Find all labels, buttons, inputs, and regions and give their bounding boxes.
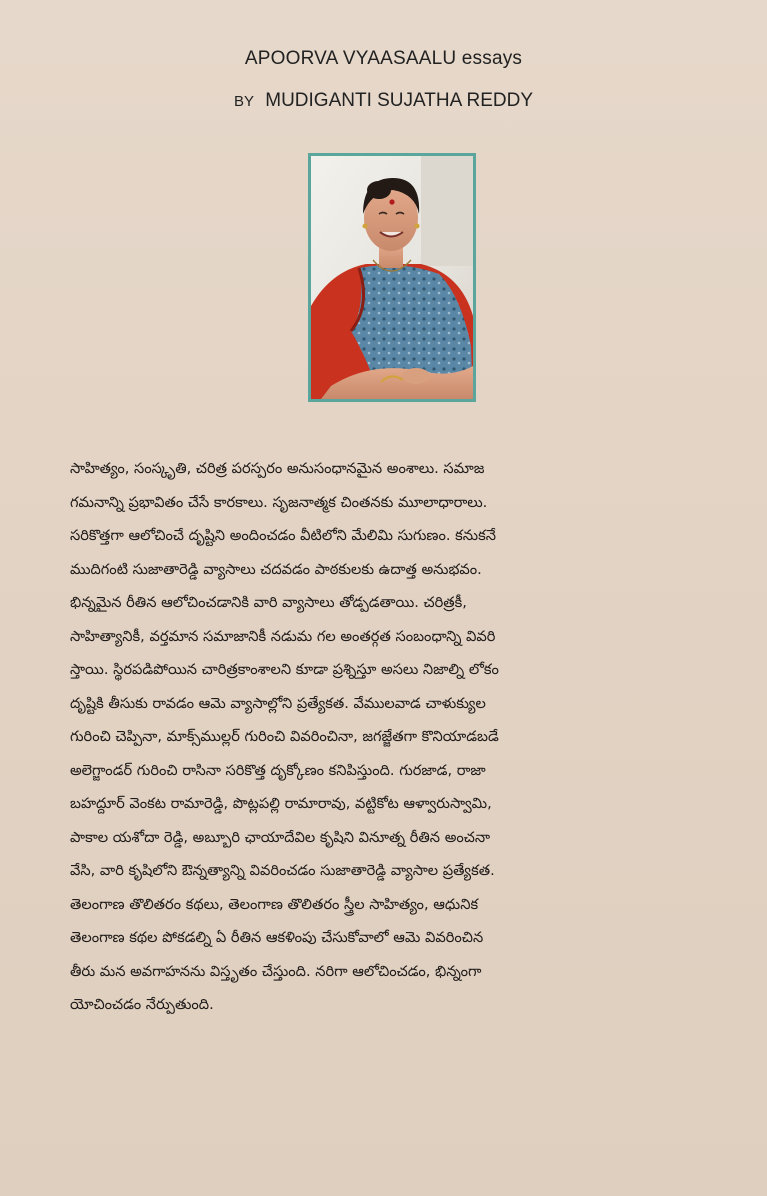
blurb-line: ముదిగంటి సుజాతారెడ్డి వ్యాసాలు చదవడం పాఠకులకు ఉదాత్త అనుభవం. — [70, 560, 482, 578]
book-title: APOORVA VYAASAALU — [244, 48, 457, 69]
blurb-line: వేసి, వారి కృషిలోని ఔన్నత్యాన్ని వివరించడం సుజాతారెడ్డి వ్యాసాల ప్రత్యేకత. — [70, 862, 495, 879]
book-subtitle: essays — [461, 48, 523, 69]
author-photo — [308, 153, 476, 402]
blurb-line: దృష్టికి తీసుకు రావడం ఆమె వ్యాసాల్లోని ప్రత్యేకత. వేములవాడ చాళుక్యుల — [70, 694, 486, 712]
author-line — [0, 90, 767, 112]
blurb-line: తెలంగాణ తొలితరం కథలు, తెలంగాణ తొలితరం స్త్రీల సాహిత్యం, ఆధునిక — [70, 895, 479, 913]
author-portrait-illustration — [311, 156, 473, 399]
blurb-line: సాహిత్యానికీ, వర్తమాన సమాజానికీ నడుమ గల అంతర్గత సంబంధాన్ని వివరి — [70, 627, 496, 645]
blurb-line: గమనాన్ని ప్రభావితం చేసే కారకాలు. సృజనాత్మక చింతనకు మూలాధారాలు. — [70, 493, 488, 511]
author-name: MUDIGANTI SUJATHA REDDY — [265, 90, 534, 111]
blurb-line: భిన్నమైన రీతిన ఆలోచించడానికి వారి వ్యాసాలు తోడ్పడతాయి. చరిత్రకీ, — [70, 594, 467, 611]
blurb-line: తీరు మన అవగాహనను విస్తృతం చేస్తుంది. నరిగా ఆలోచించడం, భిన్నంగా — [70, 962, 482, 980]
by-label: BY — [233, 93, 254, 110]
blurb-line: పాకాల యశోదా రెడ్డి, అబ్బూరి ఛాయాదేవిల కృషిని వినూత్న రీతిన అంచనా — [70, 828, 491, 846]
blurb-line: సాహిత్యం, సంస్కృతి, చరిత్ర పరస్పరం అనుసంధానమైన అంశాలు. సమాజ — [70, 460, 485, 477]
blurb-line: సరికొత్తగా ఆలోచించే దృష్టిని అందించడం వీటిలోని మేలిమి సుగుణం. కనుకనే — [70, 527, 496, 544]
blurb-paragraph — [70, 452, 720, 1022]
blurb-line: స్తాయి. స్థిరపడిపోయిన చారిత్రకాంశాలని కూడా ప్రశ్నిస్తూ అసలు నిజాల్ని లోకం — [70, 661, 499, 678]
blurb-line: బహద్దూర్ వెంకట రామారెడ్డి, పొట్లపల్లి రామారావు, వట్టికోట ఆళ్వారుస్వామి, — [70, 795, 492, 812]
blurb-line: అలెగ్జాండర్ గురించి రాసినా సరికొత్త దృక్కోణం కనిపిస్తుంది. గురజాడ, రాజా — [70, 761, 486, 779]
blurb-line: యోచించడం నేర్పుతుంది. — [70, 996, 214, 1013]
blurb-line: తెలంగాణ కథల పోకడల్ని ఏ రీతిన ఆకళింపు చేసుకోవాలో ఆమె వివరించిన — [70, 929, 484, 946]
blurb-line: గురించి చెప్పినా, మాక్స్‌ముల్లర్ గురించి వివరించినా, జగజ్జేతగా కొనియాడబడే — [70, 728, 499, 745]
book-title-line — [0, 48, 767, 70]
